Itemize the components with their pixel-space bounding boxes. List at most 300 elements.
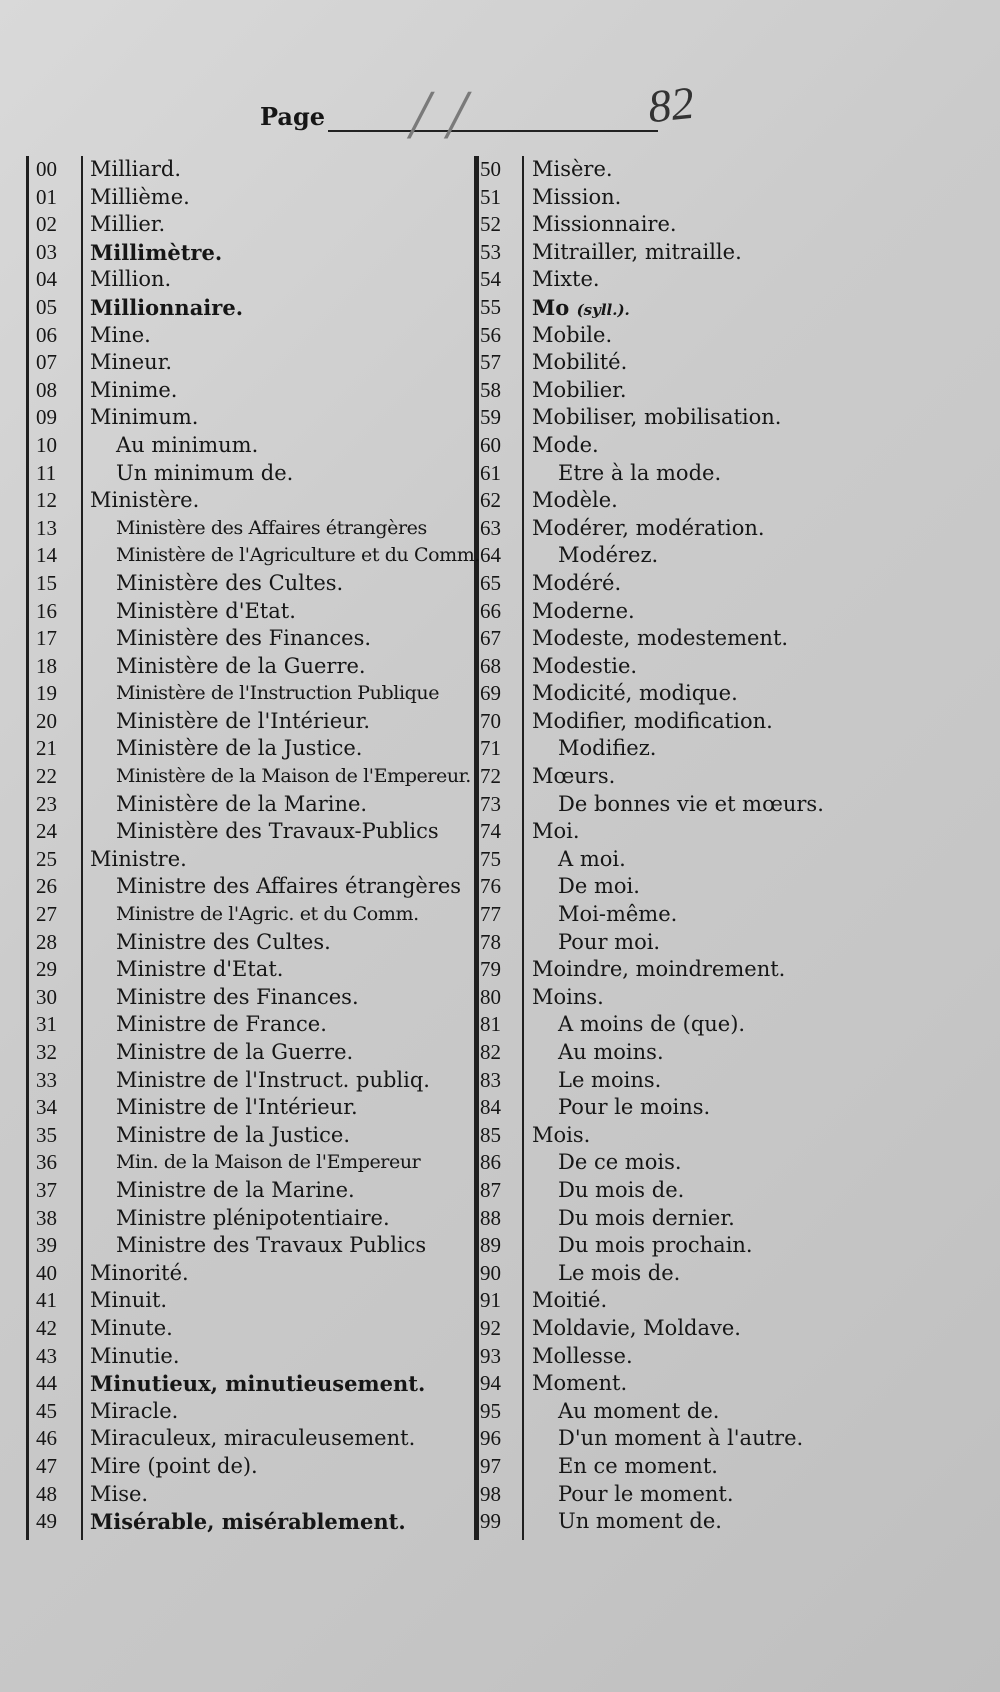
entry-number: 50 <box>480 157 501 181</box>
entry-label: Ministre de l'Intérieur. <box>116 1095 358 1120</box>
entry-label: Misère. <box>532 157 613 181</box>
list-item <box>480 1067 930 1095</box>
entry-number: 74 <box>480 819 501 844</box>
entry-text <box>90 984 359 1012</box>
entry-text <box>90 349 172 377</box>
list-item <box>480 1205 930 1233</box>
list-item <box>480 1398 930 1426</box>
entry-text <box>90 708 370 736</box>
entry-text <box>90 1453 258 1481</box>
entry-text <box>90 653 366 681</box>
entry-text <box>532 1287 607 1315</box>
entry-number: 05 <box>36 294 57 319</box>
entry-number: 81 <box>480 1012 501 1037</box>
entry-number: 77 <box>480 902 501 927</box>
entry-number: 83 <box>480 1067 501 1092</box>
list-item <box>26 1287 466 1315</box>
list-item <box>480 211 930 239</box>
pencil-mark: / / <box>410 77 467 154</box>
list-item <box>26 818 466 846</box>
entry-number: 48 <box>36 1481 57 1506</box>
entry-label: Moldavie, Moldave. <box>532 1315 741 1340</box>
list-item <box>26 1232 466 1260</box>
entry-text <box>90 1287 167 1315</box>
entry-text <box>90 460 293 488</box>
entry-label: Moi. <box>532 819 580 844</box>
entry-text <box>532 1370 627 1398</box>
list-item <box>480 1453 930 1481</box>
entry-number: 28 <box>36 929 57 954</box>
entry-label: Ministère des Affaires étrangères <box>116 516 427 539</box>
entry-number: 72 <box>480 764 501 789</box>
entry-number: 78 <box>480 929 501 954</box>
entry-text <box>532 901 677 929</box>
entry-label: Le mois de. <box>558 1260 681 1285</box>
entry-text <box>532 266 600 294</box>
entry-note: (syll.). <box>576 300 630 319</box>
entry-label: Million. <box>90 267 172 292</box>
entry-label: Ministère de la Marine. <box>116 791 368 816</box>
entry-label: Du mois prochain. <box>558 1233 753 1258</box>
entry-label: Modicité, modique. <box>532 681 738 706</box>
entry-text <box>90 487 199 515</box>
entry-label: Mobilité. <box>532 350 628 375</box>
list-item <box>480 873 930 901</box>
entry-text <box>532 1481 734 1509</box>
entry-number: 06 <box>36 322 57 347</box>
entry-text <box>90 818 439 846</box>
entry-text <box>532 708 773 736</box>
list-item <box>480 1039 930 1067</box>
list-item <box>480 515 930 543</box>
entry-text <box>532 598 635 626</box>
entry-number: 16 <box>36 598 57 623</box>
entry-text <box>532 1260 680 1288</box>
entry-label: Ministre de la Marine. <box>116 1177 355 1202</box>
list-item <box>26 901 466 929</box>
list-item <box>26 735 466 763</box>
entry-text <box>90 680 439 708</box>
entry-text <box>90 1343 180 1371</box>
handwritten-page-number: 82 <box>645 76 697 133</box>
entry-label: Miraculeux, miraculeusement. <box>90 1426 416 1451</box>
entry-label: Misérable, misérablement. <box>90 1509 406 1535</box>
list-item <box>480 1094 930 1122</box>
entry-label: Minorité. <box>90 1260 189 1285</box>
entry-label: Modifiez. <box>558 736 657 761</box>
entry-number: 15 <box>36 570 57 595</box>
list-item <box>480 266 930 294</box>
entry-label: Mois. <box>532 1122 591 1147</box>
entry-text <box>532 984 604 1012</box>
entry-label: Ministère de la Justice. <box>116 736 363 761</box>
list-item <box>26 1149 466 1177</box>
entry-number: 37 <box>36 1177 57 1202</box>
entry-number: 17 <box>36 626 57 651</box>
entry-number: 93 <box>480 1343 501 1368</box>
list-item <box>26 1481 466 1509</box>
entry-label: Moindre, moindrement. <box>532 957 786 982</box>
entry-label: Ministère de l'Intérieur. <box>116 708 371 733</box>
entry-label: Ministère des Travaux-Publics <box>116 819 439 844</box>
entry-text <box>90 1067 430 1095</box>
entry-text <box>532 1453 718 1481</box>
entry-label: Ministère des Finances. <box>116 626 372 651</box>
entry-label: Pour le moins. <box>558 1095 711 1120</box>
list-item <box>26 873 466 901</box>
entry-text <box>532 515 765 543</box>
entry-number: 09 <box>36 405 57 430</box>
entry-text <box>532 818 580 846</box>
entry-label: D'un moment à l'autre. <box>558 1426 804 1451</box>
entry-text <box>90 1039 353 1067</box>
entry-text <box>90 763 471 791</box>
entry-number: 51 <box>480 184 501 209</box>
list-item <box>26 294 466 322</box>
entry-number: 80 <box>480 984 501 1009</box>
entry-label: Moi-même. <box>558 902 678 927</box>
list-item <box>26 680 466 708</box>
list-item <box>26 266 466 294</box>
entry-text <box>532 542 658 570</box>
list-item <box>26 322 466 350</box>
list-item <box>26 239 466 267</box>
entry-number: 66 <box>480 598 501 623</box>
entry-number: 67 <box>480 626 501 651</box>
entry-label: Mobiliser, mobilisation. <box>532 405 782 430</box>
entry-label: Moment. <box>532 1371 628 1396</box>
entry-label: Millier. <box>90 212 166 237</box>
list-item <box>480 404 930 432</box>
list-item <box>480 460 930 488</box>
entry-number: 20 <box>36 708 57 733</box>
list-item <box>26 929 466 957</box>
entry-text <box>532 570 621 598</box>
entry-label: Minute. <box>90 1315 173 1340</box>
entry-number: 03 <box>36 239 57 264</box>
list-item <box>480 570 930 598</box>
entry-text <box>532 404 781 432</box>
list-item <box>480 956 930 984</box>
entry-label: Modéré. <box>532 570 622 595</box>
entry-number: 91 <box>480 1288 501 1313</box>
list-item <box>26 956 466 984</box>
entry-label: Ministère de l'Agriculture et du Comm. <box>116 544 481 567</box>
entry-text <box>90 570 343 598</box>
entry-label: Etre à la mode. <box>558 460 722 485</box>
list-item <box>480 1425 930 1453</box>
entry-number: 62 <box>480 488 501 513</box>
entry-text <box>90 735 362 763</box>
entry-label: Modestie. <box>532 653 638 678</box>
entry-text <box>532 377 627 405</box>
entry-number: 98 <box>480 1481 501 1506</box>
entry-number: 21 <box>36 736 57 761</box>
entry-label: Ministère des Cultes. <box>116 570 344 595</box>
list-item <box>480 901 930 929</box>
entry-number: 82 <box>480 1040 501 1064</box>
list-item <box>26 1398 466 1426</box>
entry-number: 26 <box>36 874 57 899</box>
entry-text <box>532 1425 803 1453</box>
entry-number: 49 <box>36 1509 57 1534</box>
entry-label: Millième. <box>90 184 190 209</box>
entry-number: 64 <box>480 543 501 568</box>
entry-text <box>90 791 367 819</box>
entry-text <box>532 625 788 653</box>
list-item <box>26 1039 466 1067</box>
entry-number: 76 <box>480 874 501 899</box>
entry-label: Du mois de. <box>558 1177 685 1202</box>
entry-number: 75 <box>480 846 501 871</box>
list-item <box>26 156 466 184</box>
entry-label: Modifier, modification. <box>532 708 773 733</box>
list-item <box>480 818 930 846</box>
entry-text <box>90 322 151 350</box>
entry-label: Le moins. <box>558 1067 662 1092</box>
entry-text <box>532 294 630 325</box>
list-item <box>480 708 930 736</box>
entry-text <box>532 239 742 267</box>
entry-text <box>90 211 165 239</box>
entry-label: A moins de (que). <box>558 1012 746 1037</box>
list-item <box>26 570 466 598</box>
entry-label: Ministre des Finances. <box>116 984 359 1009</box>
entry-number: 07 <box>36 350 57 375</box>
entry-text <box>90 625 371 653</box>
entry-number: 92 <box>480 1315 501 1340</box>
entry-number: 97 <box>480 1453 501 1478</box>
entry-number: 46 <box>36 1426 57 1451</box>
list-item <box>26 1177 466 1205</box>
entry-number: 63 <box>480 515 501 540</box>
list-item <box>26 515 466 543</box>
entry-label: Minuit. <box>90 1288 168 1313</box>
list-item <box>480 239 930 267</box>
entry-label: Modérer, modération. <box>532 515 765 540</box>
entry-number: 99 <box>480 1509 501 1534</box>
entry-text <box>90 1508 406 1536</box>
entry-label: Moins. <box>532 984 604 1009</box>
entry-number: 47 <box>36 1453 57 1478</box>
entry-label: Min. de la Maison de l'Empereur <box>116 1151 421 1174</box>
list-item <box>26 1011 466 1039</box>
entry-label: Pour le moment. <box>558 1481 734 1506</box>
entry-label: Missionnaire. <box>532 212 677 237</box>
entry-number: 42 <box>36 1315 57 1340</box>
entry-number: 13 <box>36 515 57 540</box>
entry-text <box>90 294 243 322</box>
entry-number: 14 <box>36 543 57 568</box>
entry-number: 35 <box>36 1122 57 1147</box>
entry-number: 10 <box>36 432 57 457</box>
list-item <box>480 184 930 212</box>
entry-number: 73 <box>480 791 501 816</box>
entry-text <box>532 1205 735 1233</box>
entry-text <box>532 680 738 708</box>
list-item <box>480 156 930 184</box>
entry-text <box>532 956 785 984</box>
entry-number: 54 <box>480 267 501 292</box>
entry-label: Ministre de France. <box>116 1012 327 1037</box>
entry-text <box>532 791 824 819</box>
entry-number: 57 <box>480 350 501 375</box>
entry-text <box>532 763 615 791</box>
list-item <box>26 625 466 653</box>
entry-text <box>532 1067 661 1095</box>
entry-number: 58 <box>480 377 501 402</box>
list-item <box>26 1315 466 1343</box>
entry-label: Modèle. <box>532 488 618 513</box>
list-item <box>480 1315 930 1343</box>
list-item <box>480 763 930 791</box>
list-item <box>480 791 930 819</box>
entry-label: Ministre des Cultes. <box>116 929 331 954</box>
entry-number: 34 <box>36 1095 57 1120</box>
entry-label: Mitrailler, mitraille. <box>532 239 742 264</box>
entry-label: Un moment de. <box>558 1509 722 1534</box>
entry-label: Du mois dernier. <box>558 1205 735 1230</box>
entry-number: 89 <box>480 1233 501 1258</box>
list-item <box>26 653 466 681</box>
entry-label: Mission. <box>532 184 622 209</box>
list-item <box>26 404 466 432</box>
entry-number: 52 <box>480 212 501 237</box>
entry-label: Mode. <box>532 432 599 457</box>
list-item <box>26 1122 466 1150</box>
entry-text <box>90 873 461 901</box>
entry-label: De bonnes vie et mœurs. <box>558 791 824 816</box>
entry-label: Ministre. <box>90 846 187 871</box>
page-label: Page <box>260 102 326 131</box>
entry-text <box>90 239 222 267</box>
entry-number: 32 <box>36 1040 57 1064</box>
entry-text <box>532 184 621 212</box>
entry-number: 41 <box>36 1288 57 1313</box>
entry-text <box>532 846 626 874</box>
entry-number: 65 <box>480 570 501 595</box>
entry-label: Mollesse. <box>532 1343 633 1368</box>
page-header <box>260 76 697 154</box>
entry-number: 31 <box>36 1012 57 1037</box>
entry-number: 71 <box>480 736 501 761</box>
entry-text <box>532 211 677 239</box>
entry-text <box>532 1122 590 1150</box>
list-item <box>480 1011 930 1039</box>
entry-text <box>90 542 480 570</box>
entry-label: Mobile. <box>532 322 613 347</box>
entry-text <box>90 1425 415 1453</box>
entry-text <box>532 1343 633 1371</box>
list-item <box>26 763 471 791</box>
list-item <box>26 708 466 736</box>
entry-text <box>532 156 613 184</box>
entry-label: Ministre des Travaux Publics <box>116 1233 427 1258</box>
list-item <box>26 1094 466 1122</box>
entry-text <box>532 1039 664 1067</box>
entry-number: 79 <box>480 957 501 982</box>
entry-text <box>532 653 637 681</box>
entry-number: 96 <box>480 1426 501 1451</box>
entry-text <box>532 349 627 377</box>
entry-text <box>532 1315 741 1343</box>
entry-number: 59 <box>480 405 501 430</box>
entry-text <box>90 1260 189 1288</box>
entry-number: 02 <box>36 212 57 237</box>
entry-number: 27 <box>36 902 57 927</box>
list-item <box>480 432 930 460</box>
list-item <box>26 487 466 515</box>
list-item <box>480 1122 930 1150</box>
entry-label: Minimum. <box>90 405 199 430</box>
entry-number: 22 <box>36 764 57 789</box>
entry-number: 01 <box>36 184 57 209</box>
entry-text <box>532 929 660 957</box>
entry-label: Ministre de la Justice. <box>116 1122 351 1147</box>
list-item <box>26 1260 466 1288</box>
entry-number: 55 <box>480 294 501 319</box>
entry-text <box>532 1149 682 1177</box>
entry-text <box>90 598 296 626</box>
entry-label: Ministre plénipotentiaire. <box>116 1205 390 1230</box>
list-item <box>480 680 930 708</box>
entry-number: 08 <box>36 377 57 402</box>
entry-number: 00 <box>36 157 57 181</box>
entry-text <box>90 404 199 432</box>
list-item <box>26 984 466 1012</box>
list-item <box>480 929 930 957</box>
entry-text <box>532 1011 745 1039</box>
entry-label: Ministère de la Maison de l'Empereur. <box>116 765 471 788</box>
entry-text <box>90 1481 148 1509</box>
entry-label: Mineur. <box>90 350 173 375</box>
list-item <box>26 1425 466 1453</box>
list-item <box>480 984 930 1012</box>
entry-number: 88 <box>480 1205 501 1230</box>
entry-label: Ministre des Affaires étrangères <box>116 874 462 899</box>
entry-label: Ministre de l'Agric. et du Comm. <box>116 903 419 926</box>
list-item <box>480 1260 930 1288</box>
entry-label: Ministère de l'Instruction Publique <box>116 682 440 705</box>
list-item <box>26 1508 466 1536</box>
list-item <box>480 1287 930 1315</box>
list-item <box>26 1370 466 1398</box>
entry-label: Moderne. <box>532 598 635 623</box>
list-item <box>26 1067 466 1095</box>
entry-number: 85 <box>480 1122 501 1147</box>
entry-number: 25 <box>36 846 57 871</box>
entry-text <box>532 1232 753 1260</box>
entry-text <box>90 1122 350 1150</box>
entry-number: 04 <box>36 267 57 292</box>
entry-number: 12 <box>36 488 57 513</box>
list-item <box>480 653 930 681</box>
entry-label: De moi. <box>558 874 640 899</box>
list-item <box>26 846 466 874</box>
entry-number: 95 <box>480 1398 501 1423</box>
entry-number: 94 <box>480 1371 501 1396</box>
list-item <box>26 1453 466 1481</box>
list-item <box>26 377 466 405</box>
entry-text <box>90 266 171 294</box>
entry-label: Mo <box>532 294 570 320</box>
entry-label: Ministère d'Etat. <box>116 598 296 623</box>
entry-text <box>90 846 187 874</box>
entry-text <box>532 460 721 488</box>
entry-number: 60 <box>480 432 501 457</box>
entry-label: Un minimum de. <box>116 460 294 485</box>
entry-text <box>90 1177 355 1205</box>
